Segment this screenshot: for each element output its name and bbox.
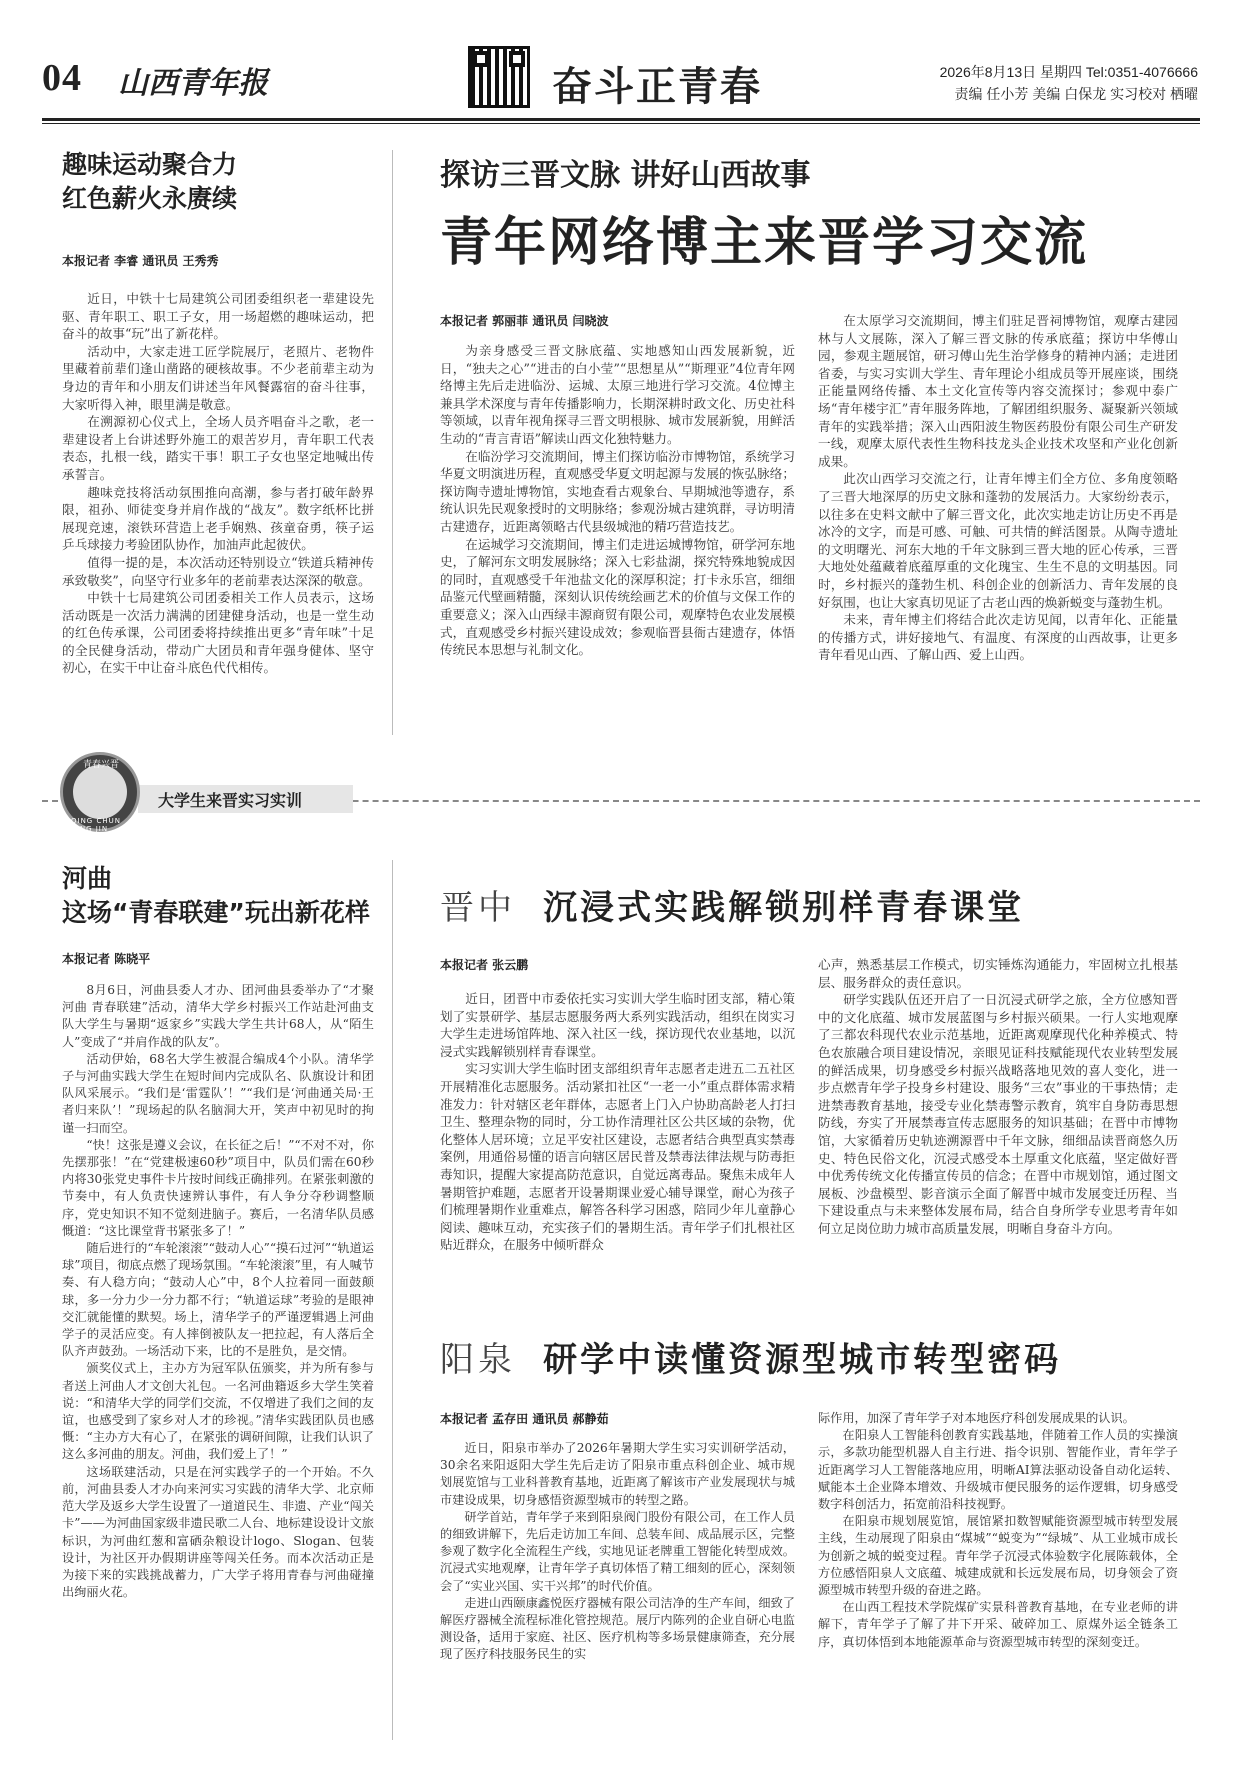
paragraph: 近日，团晋中市委依托实习实训大学生临时团支部，精心策划了实景研学、基层志愿服务两大系列实践活动，组织在岗实习大学生走进场馆阵地、深入社区一线，探访现代农业基地，以沉浸式实践解锁别样青春课堂。 (440, 991, 795, 1059)
paper-name: 山西青年报 (118, 66, 268, 101)
article1-headline (62, 148, 237, 216)
paragraph: 在阳泉市规划展览馆，展馆紧扣数智赋能资源型城市转型发展主线，生动展现了阳泉由“煤城”“蜕变为”“绿城”、从工业城市成长为创新之城的蜕变过程。青年学子沉浸式体验数字化展陈载体，全方位感悟阳泉人文底蕴、城建成就和长远发展布局，切身领会了资源型城市转型升级的奋进之路。 (818, 1514, 1178, 1598)
article4-headline (440, 880, 1024, 929)
paragraph: 未来，青年博主们将结合此次走访见闻，以青年化、正能量的传播方式，讲好接地气、有温度、有深度的山西故事，让更多青年看见山西、了解山西、爱上山西。 (818, 612, 1178, 663)
masthead-rule (42, 118, 1200, 121)
editors-line: 责编 任小芳 美编 白保龙 实习校对 栖曜 (954, 86, 1198, 102)
date-line: 2026年8月13日 星期四 Tel:0351-4076666 (939, 64, 1198, 80)
article1-title-line2: 红色薪火永赓续 (62, 184, 238, 213)
page-number: 04 (42, 57, 82, 99)
column-divider (392, 150, 393, 735)
article4-col2 (818, 956, 1178, 1238)
article1-body (62, 290, 374, 677)
badge-top-text: 青春兴晋 (83, 760, 120, 770)
paragraph: 研学首站，青年学子来到阳泉阀门股份有限公司，在工作人员的细致讲解下，先后走访加工车间、总装车间、成品展示区，完整参观了数字化全流程生产线，实地见证老牌重工智能化转型成效。沉浸式实地观摩，让青年学子真切体悟了精工细刻的匠心，深刻领会了“实业兴国、实干兴邦”的时代价值。 (440, 1509, 795, 1593)
article4-byline: 本报记者 张云鹏 (440, 958, 529, 972)
paragraph: 此次山西学习交流之行，让青年博主们全方位、多角度领略了三晋大地深厚的历史文脉和蓬勃的发展活力。大家纷纷表示，以往多在史料文献中了解三晋文化，此次实地走访让历史不再是冰冷的文字，而是可感、可触、可共情的鲜活图景。从陶寺遗址的文明曙光、河东大地的千年文脉到三晋大地的匠心传承，三晋大地处处蕴藏着底蕴厚重的文化瑰宝、生生不息的文明基因。同时，乡村振兴的蓬勃生机、科创企业的创新活力、青年发展的良好氛围，也让大家真切见证了古老山西的焕新蜕变与蓬勃生机。 (818, 471, 1178, 610)
article5-region: 阳泉 (440, 1340, 516, 1380)
paragraph: 随后进行的“车轮滚滚”“鼓动人心”“摸石过河”“轨道运球”项目，彻底点燃了现场氛围。“车轮滚滚”里，有人喊节奏、有人稳方向；“鼓动人心”中，8个人拉着同一面鼓颠球，多一分力少一分力都不行；“轨道运球”考验的是眼神交汇就能懂的默契。场上，清华学子的严谨逻辑遇上河曲学子的灵活应变。有人摔倒被队友一把拉起，有人落后全队齐声鼓劲。一场活动下来，比的不是胜负，是交情。 (62, 1241, 374, 1359)
paragraph: 近日，阳泉市举办了2026年暑期大学生实习实训研学活动，30余名来阳返阳大学生先后走访了阳泉市重点科创企业、城市规划展览馆与工业科普教育基地，近距离了解该市产业发展现状与城市建设成果，切身感悟资源型城市的转型之路。 (440, 1441, 795, 1507)
article5-col2 (818, 1410, 1178, 1651)
paragraph: 在太原学习交流期间，博主们驻足晋祠博物馆，观摩古建园林与人文展陈，深入了解三晋文脉的传承底蕴；探访中华傅山园，参观主题展馆，研习傅山先生治学修身的精神内涵；走进团省委，与实习实训大学生、青年理论小组成员等开展座谈，围绕正能量网络传播、本土文化宣传等内容交流探讨；参观中泰广场“青年楼宇汇”青年服务阵地，了解团组织服务、凝聚新兴领域青年的实践举措；深入山西阳波生物医药股份有限公司生产研发一线，观摩太原代表性生物科技龙头企业技术攻坚和产业化创新成果。 (818, 313, 1178, 469)
article2-byline: 本报记者 郭丽菲 通讯员 闫晓波 (440, 314, 609, 328)
paragraph: 在溯源初心仪式上，全场人员齐唱奋斗之歌，老一辈建设者上台讲述野外施工的艰苦岁月，青年职工代表表态，扎根一线，踏实干事！职工子女也坚定地喊出传承誓言。 (62, 414, 374, 482)
paragraph: 走进山西颐康鑫悦医疗器械有限公司洁净的生产车间，细致了解医疗器械全流程标准化管控规范。展厅内陈列的企业自研心电监测设备，适用于家庭、社区、医疗机构等多场景健康筛查，充分展现了医疗科技服务民生的实 (440, 1595, 795, 1662)
article2-col2 (818, 312, 1178, 664)
column-divider (392, 860, 393, 1740)
paragraph: 这场联建活动，只是在河实践学子的一个开始。不久前，河曲县委人才办向来河实习实践的清华大学、北京师范大学及返乡大学生设置了一道道民生、非遗、产业“闯关卡”——为河曲国家级非遗民歌二人台、地标建设设计文旅标识，为河曲红葱和富硒杂粮设计logo、Slogan、包装设计，为社区开办假期讲座等闯关任务。而本次活动正是为接下来的实践挑战蓄力，广大学子将用青春与河曲碰撞出绚丽火花。 (62, 1464, 374, 1600)
paragraph: 近日，中铁十七局建筑公司团委组织老一辈建设先驱、青年职工、职工子女，用一场超燃的趣味运动，把奋斗的故事“玩”出了新花样。 (62, 291, 374, 342)
paragraph: 活动中，大家走进工匠学院展厅，老照片、老物件里藏着前辈们逢山凿路的硬核故事。不少老前辈主动为身边的青年和小朋友们讲述当年风餐露宿的奋斗往事，大家听得入神，眼里满是敬意。 (62, 343, 374, 412)
paragraph: 在临汾学习交流期间，博主们探访临汾市博物馆，系统学习华夏文明演进历程，直观感受华夏文明起源与发展的恢弘脉络；探访陶寺遗址博物馆，实地查看古观象台、早期城池等遗存，系统认识先民观象授时的文明脉络；参观汾城古建筑群，寻访明清古建遗存，近距离领略古代县级城池的精巧营造技艺。 (440, 448, 795, 534)
masthead-rule-thin (42, 123, 1200, 124)
paragraph: 8月6日，河曲县委人才办、团河曲县委举办了“才聚河曲 青春联建”活动，清华大学乡村振兴工作站赴河曲支队大学生与暑期“返家乡”实践大学生共计68人，从“陌生人”变成了“并肩作战的队友”。 (62, 983, 374, 1049)
paragraph: 实习实训大学生临时团支部组织青年志愿者走进五二五社区开展精准化志愿服务。活动紧扣社区“一老一小”重点群体需求精准发力：针对辖区老年群体，志愿者上门入户协助高龄老人打扫卫生、整理杂物的同时，分工协作清理社区公共区域的杂物，优化整体人居环境；立足平安社区建设，志愿者结合典型真实禁毒案例，用通俗易懂的语言向辖区居民普及禁毒法律法规与防毒拒毒知识，提醒大家提高防范意识，自觉远离毒品。聚焦未成年人暑期管护难题，志愿者开设暑期课业爱心辅导课堂，耐心为孩子们梳理暑期作业重难点，解答各科学习困惑，陪同少年儿童静心阅读、趣味互动，充实孩子们的暑期生活。青年学子们扎根社区贴近群众，在服务中倾听群众 (440, 1061, 795, 1253)
paragraph: 在山西工程技术学院煤矿实景科普教育基地，在专业老师的讲解下，青年学子了解了井下开采、破碎加工、原煤外运全链条工序，真切体悟到本地能源革命与资源型城市转型的深刻变迁。 (818, 1600, 1178, 1649)
article4-region: 晋中 (440, 888, 516, 928)
paragraph: 趣味竞技将活动氛围推向高潮，参与者打破年龄界限，祖孙、师徒变身并肩作战的“战友”。数字纸杯比拼展现竞速，滚铁环营造上老手娴熟、孩童奋勇，筷子运乒乓球接力考验团队协作，加油声此起彼伏。 (62, 484, 374, 553)
article5-title: 研学中读懂资源型城市转型密码 (543, 1340, 1062, 1380)
article2-col1 (440, 342, 795, 659)
article3-byline: 本报记者 陈晓平 (62, 952, 151, 966)
article1-title-line1: 趣味运动聚合力 (62, 150, 238, 179)
badge-bottom-text: QING CHUN XING JIN (71, 817, 121, 833)
paragraph: 际作用，加深了青年学子对本地医疗科创发展成果的认识。 (818, 1411, 1135, 1425)
article3-region: 河曲 (62, 864, 113, 893)
section-title: 奋斗正青春 (552, 63, 762, 110)
article4-col1 (440, 990, 795, 1254)
paragraph: 中铁十七局建筑公司团委相关工作人员表示，这场活动既是一次活力满满的团建健身活动，也是一堂生动的红色传承课，公司团委将持续推出更多“青年味”十足的全民健身活动，带动广大团员和青年强身健体、坚守初心，在实干中让奋斗底色代代相传。 (62, 590, 374, 676)
paragraph: 研学实践队伍还开启了一日沉浸式研学之旅，全方位感知晋中的文化底蕴、城市发展蓝图与乡村振兴硕果。一行人实地观摩了三都农科现代农业示范基地，近距离观摩现代化种养模式、特色农旅融合项目建设情况，亲眼见证科技赋能现代农业转型发展的鲜活成果，切身感受乡村振兴战略落地见效的喜人变化，进一步点燃青年学子投身乡村建设、服务“三农”事业的干事热情；走进禁毒教育基地，接受专业化禁毒警示教育，筑牢自身防毒思想防线，夯实了开展禁毒宣传志愿服务的知识基础；在晋中市博物馆，大家循着历史轨迹溯源晋中千年文脉，细细品读晋商悠久历史、特色民俗文化，沉浸式感受本土厚重文化底蕴，坚定做好晋中优秀传统文化传播宣传员的信念；在晋中市规划馆，通过图文展板、沙盘模型、影音演示全面了解晋中城市发展变迁历程、当下建设重点与未来整体发展布局，结合自身所学专业思考青年如何立足岗位助力城市高质量发展，明晰自身奋斗方向。 (818, 992, 1178, 1236)
article2-headline: 青年网络博主来晋学习交流 (440, 213, 1089, 273)
article3-headline (62, 862, 370, 930)
paragraph: 颁奖仪式上，主办方为冠军队伍颁奖，并为所有参与者送上河曲人才文创大礼包。一名河曲籍返乡大学生笑着说：“和清华大学的同学们交流，不仅增进了我们之间的友谊，也感受到了家乡对人才的珍视。”清华实践团队员也感慨：“主办方大有心了，在紧张的调研间隙，让我们认识了这么多河曲的朋友。河曲，我们爱上了！” (62, 1361, 374, 1462)
paragraph: 值得一提的是，本次活动还特别设立“铁道兵精神传承致敬奖”，向坚守行业多年的老前辈表达深深的敬意。 (62, 554, 374, 588)
article1-byline: 本报记者 李睿 通讯员 王秀秀 (62, 254, 219, 268)
banner-label: 大学生来晋实习实训 (158, 791, 303, 810)
article5-byline: 本报记者 孟存田 通讯员 郝静茹 (440, 1412, 609, 1426)
badge-emblem (73, 765, 127, 819)
paragraph: 在阳泉人工智能科创教育实践基地，伴随着工作人员的实操演示，多款功能型机器人自主行进、指令识别、智能作业，青年学子近距离学习人工智能落地应用，明晰AI算法驱动设备自动化运转、赋能本土企业降本增效、升级城市便民服务的运作逻辑，切身感受数字科创活力，拓宽前沿科技视野。 (818, 1428, 1178, 1512)
article4-title: 沉浸式实践解锁别样青春课堂 (543, 888, 1025, 928)
article2-kicker: 探访三晋文脉 讲好山西故事 (440, 158, 811, 193)
article3-title: 这场“青春联建”玩出新花样 (62, 898, 370, 927)
paragraph: “快！这张是遵义会议，在长征之后！”“不对不对，你先摆那张！”在“党建极速60秒”项目中，队员们需在60秒内将30张党史事件卡片按时间线正确排列。在紧张刺激的节奏中，有人负责快速辨认事件，有人争分夺秒调整顺序，党史知识不知不觉刻进脑子。赛后，一名清华队员感慨道：“这比课堂背书紧张多了！” (62, 1137, 374, 1238)
article5-col1 (440, 1440, 795, 1664)
paragraph: 活动伊始，68名大学生被混合编成4个小队。清华学子与河曲实践大学生在短时间内完成队名、队旗设计和团队风采展示。“我们是‘雷霆队’！”“我们是‘河曲通关局·王者归来队’！”现场起的队名脑洞大开，笑声中初见时的拘谨一扫而空。 (62, 1051, 374, 1135)
paragraph: 为亲身感受三晋文脉底蕴、实地感知山西发展新貌，近日，“独夫之心”“进击的白小莹”“思想星从”“斯理亚”4位青年网络博主先后走进临汾、运城、太原三地进行学习交流。4位博主兼具学术深度与青年传播影响力，长期深耕时政文化、历史社科等领域，以青年视角探寻三晋文明根脉、城市发展新貌，用鲜活生动的“青言青语”解读山西文化独特魅力。 (440, 343, 795, 446)
article5-headline (440, 1332, 1061, 1381)
qr-code-icon (468, 46, 530, 108)
article3-body (62, 982, 374, 1601)
paragraph: 在运城学习交流期间，博主们走进运城博物馆，研学河东地史，了解河东文明发展脉络；深入七彩盐湖，探究特殊地貌成因的同时，直观感受千年池盐文化的深厚积淀；打卡永乐宫，细细品鉴元代壁画精髓，深刻认识传统绘画艺术的价值与文保工作的重要意义；深入山西绿丰源商贸有限公司，观摩特色农业发展模式，直观感受乡村振兴建设成效；参观临晋县衙古建遗存，体悟传统民本思想与礼制文化。 (440, 536, 795, 658)
paragraph: 心声，熟悉基层工作模式，切实锤炼沟通能力，牢固树立扎根基层、服务群众的责任意识。 (818, 957, 1178, 990)
qingchun-xingjin-logo-icon (60, 752, 140, 832)
